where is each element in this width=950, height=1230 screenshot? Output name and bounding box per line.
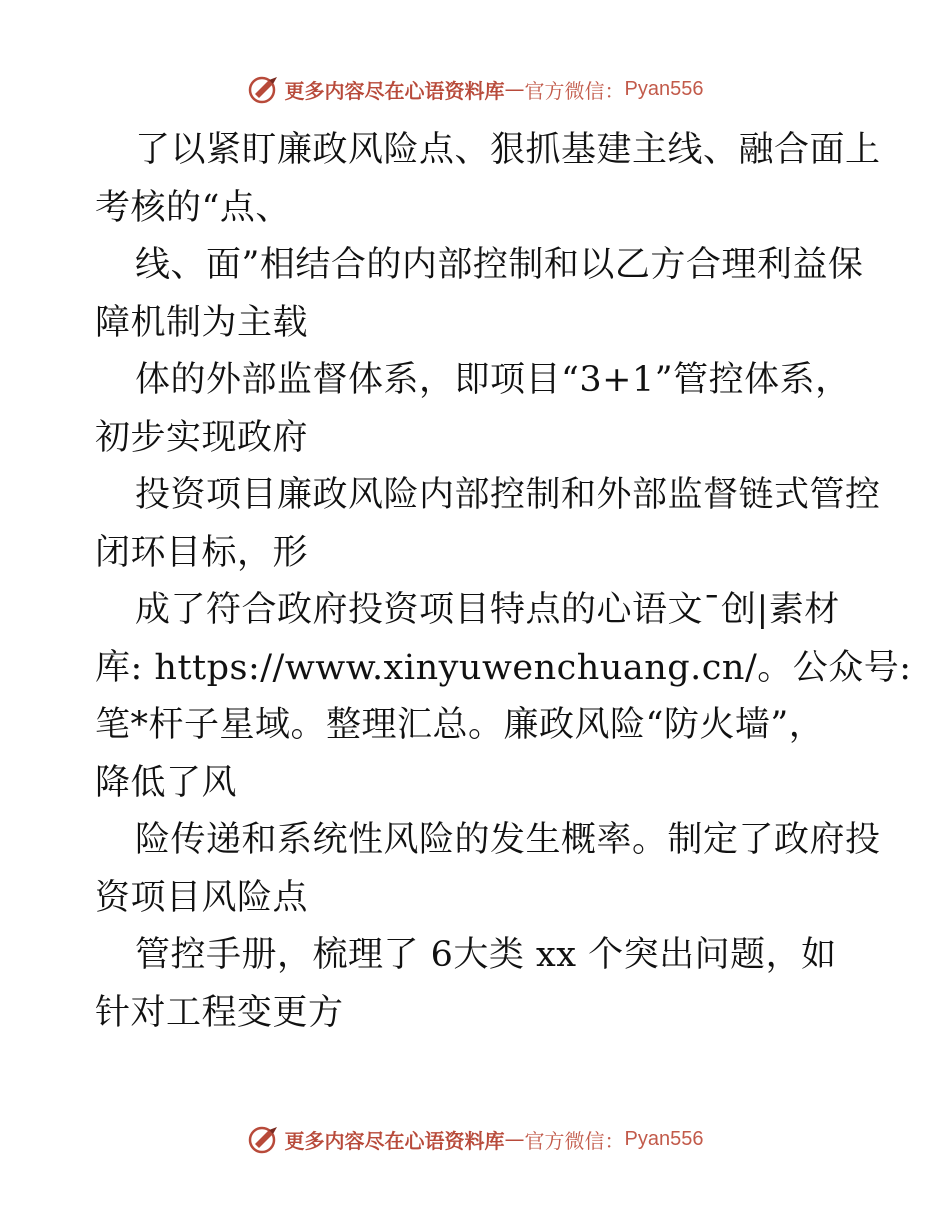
body-line: 库: https://www.xinyuwenchuang.cn/。公众号: — [95, 647, 912, 688]
body-line: 初步实现政府 — [95, 417, 309, 458]
body-line: 考核的“点、 — [95, 187, 291, 228]
body-line: 障机制为主载 — [95, 302, 309, 343]
body-line: 投资项目廉政风险内部控制和外部监督链式管控 — [135, 475, 881, 515]
body-line: 险传递和系统性风险的发生概率。制定了政府投 — [135, 820, 881, 860]
pen-logo-icon — [247, 1124, 281, 1154]
banner-dash: — — [504, 1127, 525, 1151]
banner-title: 更多内容尽在心语资料库 — [284, 1128, 505, 1153]
banner-wechat-id: Pyan556 — [624, 1127, 704, 1150]
pen-logo-icon — [247, 74, 281, 104]
body-line: 闭环目标，形 — [95, 532, 309, 573]
banner-dash: — — [504, 77, 525, 101]
body-line: 成了符合政府投资项目特点的心语文¯创|素材 — [135, 590, 840, 630]
footer-banner — [0, 1122, 950, 1156]
body-line: 笔*杆子星域。整理汇总。廉政风险“防火墙”， — [95, 705, 825, 745]
banner-wechat-id: Pyan556 — [624, 77, 704, 100]
body-line: 降低了风 — [95, 762, 238, 803]
document-body — [95, 122, 912, 1042]
body-line: 线、面”相结合的内部控制和以乙方合理利益保 — [135, 245, 864, 285]
body-line: 体的外部监督体系，即项目“3+1”管控体系， — [135, 360, 851, 400]
body-line: 了以紧盯廉政风险点、狠抓基建主线、融合面上 — [135, 130, 881, 170]
body-line: 针对工程变更方 — [95, 992, 344, 1033]
banner-title: 更多内容尽在心语资料库 — [284, 78, 505, 103]
body-line: 资项目风险点 — [95, 877, 309, 918]
banner-wechat-label: 官方微信： — [524, 1128, 625, 1153]
header-banner — [0, 72, 950, 106]
banner-wechat-label: 官方微信： — [524, 78, 625, 103]
body-line: 管控手册，梳理了 6大类 xx 个突出问题，如 — [135, 935, 837, 975]
